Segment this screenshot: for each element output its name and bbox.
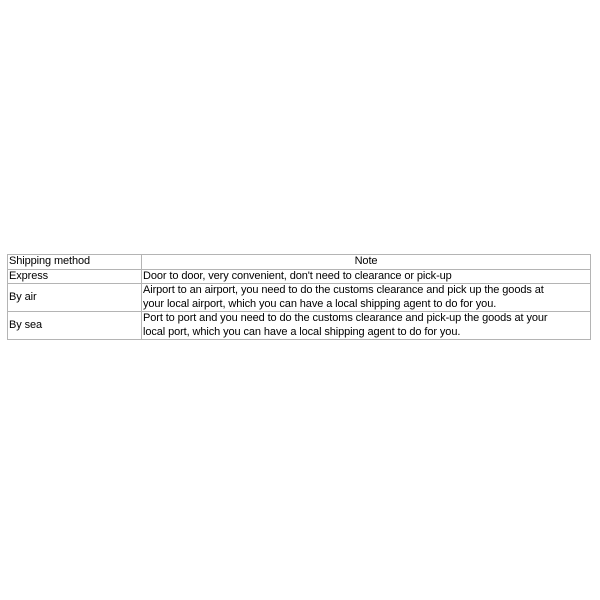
header-note: Note (142, 255, 591, 270)
table-header-row (8, 255, 591, 270)
note-line: Door to door, very convenient, don't need to clearance or pick-up (143, 269, 452, 282)
note-line: your local airport, which you can have a local shipping agent to do for you. (143, 297, 497, 310)
shipping-methods-table (7, 254, 591, 340)
note-line: Port to port and you need to do the customs clearance and pick-up the goods at your (143, 312, 548, 324)
note-line: Airport to an airport, you need to do the customs clearance and pick up the goods at (143, 284, 544, 296)
table-row-by-air (8, 284, 591, 312)
header-shipping-method: Shipping method (8, 255, 142, 270)
method-cell-by-air: By air (8, 284, 142, 312)
note-cell-by-air (142, 284, 591, 312)
method-cell-by-sea: By sea (8, 312, 142, 340)
note-line: local port, which you can have a local shipping agent to do for you. (143, 325, 461, 338)
note-cell-express (142, 269, 591, 284)
table-row-express (8, 269, 591, 284)
note-cell-by-sea (142, 312, 591, 340)
table-row-by-sea (8, 312, 591, 340)
method-cell-express: Express (8, 269, 142, 284)
